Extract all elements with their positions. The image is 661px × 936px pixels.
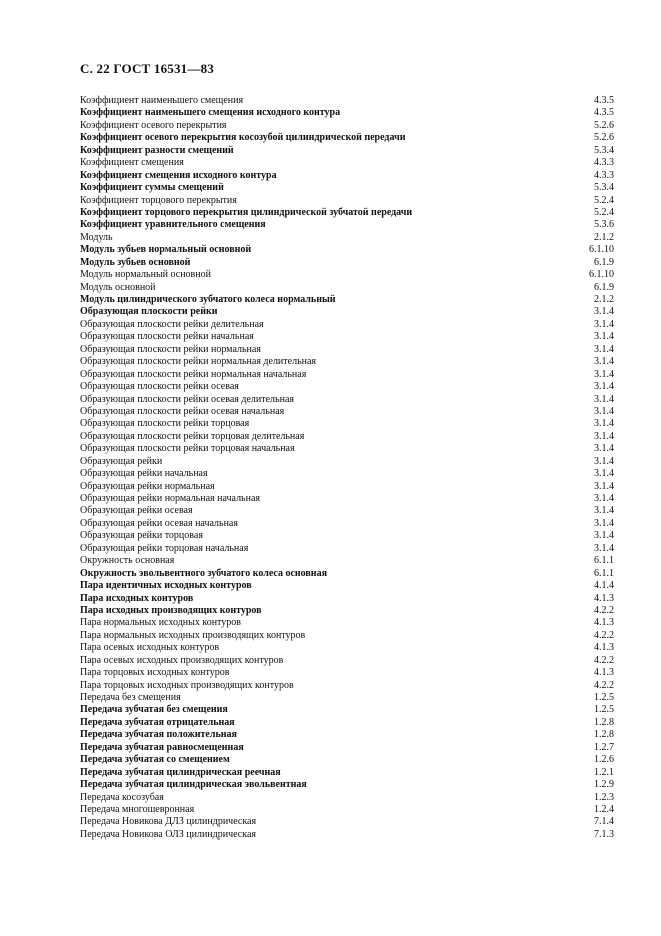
index-entry	[80, 829, 614, 841]
entry-term: Передача зубчатая цилиндрическая реечная	[80, 766, 281, 778]
entry-reference: 6.1.9	[594, 281, 614, 293]
entry-reference: 3.1.4	[594, 306, 614, 318]
index-entry	[80, 779, 614, 791]
entry-reference: 7.1.3	[594, 828, 614, 840]
entry-term: Образующая рейки начальная	[80, 468, 208, 480]
entry-term: Образующая плоскости рейки осевая	[80, 381, 239, 393]
entry-term: Пара торцовых исходных контуров	[80, 667, 230, 679]
index-entry	[80, 617, 614, 629]
index-entry	[80, 593, 614, 605]
entry-reference: 3.1.4	[594, 318, 614, 330]
entry-term: Модуль зубьев основной	[80, 256, 191, 268]
entry-reference: 3.1.4	[594, 381, 614, 393]
entry-reference: 5.3.6	[594, 219, 614, 231]
index-entry	[80, 244, 614, 256]
entry-reference: 1.2.8	[594, 716, 614, 728]
index-entry	[80, 356, 614, 368]
entry-reference: 1.2.8	[594, 729, 614, 741]
entry-term: Передача без смещения	[80, 692, 181, 703]
entry-reference: 1.2.9	[594, 779, 614, 791]
entry-term: Образующая плоскости рейки нормальная делительная	[80, 356, 317, 368]
entry-term: Коэффициент смещения	[80, 157, 184, 169]
entry-term: Коэффициент разности смещений	[80, 144, 234, 156]
entry-term: Коэффициент осевого перекрытия косозубой цилиндрической передачи	[80, 132, 406, 144]
index-entry	[80, 456, 614, 468]
entry-reference: 3.1.4	[594, 356, 614, 368]
index-entry	[80, 518, 614, 530]
entry-term: Образующая плоскости рейки осевая начальная	[80, 405, 285, 417]
entry-reference: 4.1.3	[594, 617, 614, 629]
index-entry	[80, 95, 614, 107]
entry-term: Образующая рейки осевая	[80, 505, 193, 517]
entry-reference: 3.1.4	[594, 405, 614, 417]
entry-reference: 4.3.3	[594, 157, 614, 169]
entry-term: Пара нормальных исходных производящих контуров	[80, 629, 306, 641]
entry-reference: 3.1.4	[594, 542, 614, 554]
entry-term: Передача зубчатая без смещения	[80, 704, 228, 716]
index-entry	[80, 667, 614, 679]
index-entry	[80, 804, 614, 816]
entry-term: Передача Новикова ОЛЗ цилиндрическая	[80, 828, 256, 840]
entry-reference: 3.1.4	[594, 493, 614, 504]
entry-term: Образующая рейки	[80, 455, 163, 467]
index-entry	[80, 269, 614, 281]
entry-reference: 4.1.4	[594, 580, 614, 592]
entry-term: Передача зубчатая положительная	[80, 729, 237, 741]
entry-term: Образующая рейки торцовая начальная	[80, 542, 249, 554]
entry-term: Образующая рейки нормальная начальная	[80, 493, 261, 504]
entry-reference: 1.2.5	[594, 692, 614, 703]
entry-reference: 5.2.6	[594, 119, 614, 131]
index-entry	[80, 306, 614, 318]
entry-reference: 1.2.1	[594, 766, 614, 778]
entry-term: Образующая плоскости рейки торцовая делительная	[80, 430, 305, 442]
index-entry	[80, 381, 614, 393]
index-entry	[80, 680, 614, 692]
entry-reference: 5.2.4	[594, 206, 614, 218]
entry-reference: 1.2.4	[594, 803, 614, 815]
index-entry	[80, 555, 614, 567]
entry-term: Коэффициент смещения исходного контура	[80, 169, 277, 181]
index-entry	[80, 157, 614, 169]
index-entry	[80, 642, 614, 654]
entry-reference: 4.3.3	[594, 169, 614, 181]
entry-term: Коэффициент наименьшего смещения исходного контура	[80, 107, 341, 119]
entry-term: Коэффициент уравнительного смещения	[80, 219, 266, 231]
index-entry	[80, 344, 614, 356]
entry-term: Образующая рейки нормальная	[80, 480, 215, 492]
index-entry	[80, 543, 614, 555]
index-entry	[80, 605, 614, 617]
entry-reference: 4.2.2	[594, 654, 614, 666]
index-entry	[80, 692, 614, 704]
entry-term: Образующая рейки торцовая	[80, 530, 203, 542]
entry-reference: 3.1.4	[594, 418, 614, 430]
index-entry	[80, 704, 614, 716]
index-entry	[80, 170, 614, 182]
index-entry	[80, 182, 614, 194]
entry-term: Коэффициент торцового перекрытия цилиндрической зубчатой передачи	[80, 206, 413, 218]
index-entry	[80, 232, 614, 244]
entry-term: Модуль основной	[80, 281, 156, 293]
index-entry	[80, 505, 614, 517]
entry-term: Передача зубчатая отрицательная	[80, 716, 235, 728]
entry-reference: 6.1.9	[594, 256, 614, 268]
entry-term: Коэффициент осевого перекрытия	[80, 119, 227, 131]
index-entry	[80, 282, 614, 294]
index-entry	[80, 717, 614, 729]
entry-term: Образующая плоскости рейки торцовая начальная	[80, 443, 295, 455]
entry-term: Образующая плоскости рейки нормальная	[80, 343, 261, 355]
entry-reference: 2.1.2	[594, 294, 614, 305]
entry-reference: 3.1.4	[594, 455, 614, 467]
index-entry	[80, 443, 614, 455]
entry-reference: 1.2.3	[594, 791, 614, 803]
index-entry	[80, 481, 614, 493]
entry-reference: 3.1.4	[594, 443, 614, 455]
index-entry	[80, 530, 614, 542]
index-entry	[80, 319, 614, 331]
entry-reference: 1.2.5	[594, 704, 614, 716]
entry-reference: 4.3.5	[594, 95, 614, 106]
index-entry	[80, 742, 614, 754]
entry-term: Образующая плоскости рейки торцовая	[80, 418, 250, 430]
entry-term: Передача косозубая	[80, 791, 164, 803]
entry-reference: 3.1.4	[594, 393, 614, 405]
term-index-list	[80, 95, 614, 841]
entry-reference: 4.2.2	[594, 629, 614, 641]
entry-reference: 3.1.4	[594, 331, 614, 343]
index-entry	[80, 207, 614, 219]
entry-reference: 4.1.3	[594, 592, 614, 604]
entry-term: Модуль зубьев нормальный основной	[80, 244, 252, 256]
index-entry	[80, 468, 614, 480]
entry-term: Образующая плоскости рейки осевая делительная	[80, 393, 294, 405]
entry-term: Окружность эвольвентного зубчатого колеса основная	[80, 567, 327, 579]
entry-term: Передача зубчатая цилиндрическая эвольвентная	[80, 779, 307, 791]
entry-reference: 4.2.2	[594, 604, 614, 616]
entry-term: Образующая рейки осевая начальная	[80, 517, 238, 529]
entry-term: Пара нормальных исходных контуров	[80, 617, 242, 629]
page-header: С. 22 ГОСТ 16531—83	[80, 61, 214, 76]
entry-term: Образующая плоскости рейки делительная	[80, 318, 264, 330]
entry-reference: 3.1.4	[594, 505, 614, 517]
index-entry	[80, 107, 614, 119]
entry-reference: 3.1.4	[594, 343, 614, 355]
index-entry	[80, 630, 614, 642]
index-entry	[80, 655, 614, 667]
index-entry	[80, 145, 614, 157]
entry-term: Пара исходных контуров	[80, 592, 194, 604]
entry-term: Коэффициент наименьшего смещения	[80, 95, 244, 106]
entry-term: Пара торцовых исходных производящих контуров	[80, 679, 294, 691]
entry-reference: 6.1.10	[589, 269, 614, 281]
entry-reference: 3.1.4	[594, 480, 614, 492]
entry-reference: 1.2.7	[594, 741, 614, 753]
index-entry	[80, 195, 614, 207]
index-entry	[80, 369, 614, 381]
index-entry	[80, 394, 614, 406]
entry-reference: 5.3.4	[594, 182, 614, 194]
entry-term: Пара осевых исходных контуров	[80, 642, 220, 654]
entry-reference: 5.3.4	[594, 144, 614, 156]
entry-reference: 4.1.3	[594, 667, 614, 679]
entry-reference: 5.2.4	[594, 194, 614, 206]
entry-reference: 6.1.1	[594, 555, 614, 567]
entry-term: Передача Новикова ДЛЗ цилиндрическая	[80, 816, 257, 828]
entry-reference: 4.1.3	[594, 642, 614, 654]
entry-term: Пара идентичных исходных контуров	[80, 580, 252, 592]
index-entry	[80, 219, 614, 231]
entry-term: Окружность основная	[80, 555, 175, 567]
index-entry	[80, 580, 614, 592]
entry-term: Образующая плоскости рейки начальная	[80, 331, 254, 343]
entry-term: Модуль цилиндрического зубчатого колеса нормальный	[80, 294, 336, 305]
entry-term: Образующая плоскости рейки нормальная начальная	[80, 368, 307, 380]
entry-term: Передача зубчатая со смещением	[80, 754, 230, 766]
entry-reference: 4.3.5	[594, 107, 614, 119]
entry-reference: 6.1.1	[594, 567, 614, 579]
index-entry	[80, 120, 614, 132]
entry-reference: 5.2.6	[594, 132, 614, 144]
entry-term: Передача многошевронная	[80, 803, 195, 815]
entry-reference: 3.1.4	[594, 517, 614, 529]
index-entry	[80, 767, 614, 779]
index-entry	[80, 493, 614, 505]
index-entry	[80, 792, 614, 804]
entry-reference: 2.1.2	[594, 231, 614, 243]
entry-reference: 4.2.2	[594, 679, 614, 691]
index-entry	[80, 406, 614, 418]
entry-term: Коэффициент торцового перекрытия	[80, 194, 237, 206]
entry-term: Пара исходных производящих контуров	[80, 604, 262, 616]
entry-reference: 3.1.4	[594, 468, 614, 480]
index-entry	[80, 431, 614, 443]
entry-term: Модуль	[80, 231, 113, 243]
entry-term: Модуль нормальный основной	[80, 269, 211, 281]
entry-reference: 3.1.4	[594, 430, 614, 442]
entry-term: Передача зубчатая равносмещенная	[80, 741, 244, 753]
entry-reference: 3.1.4	[594, 368, 614, 380]
entry-reference: 7.1.4	[594, 816, 614, 828]
index-entry	[80, 568, 614, 580]
index-entry	[80, 729, 614, 741]
entry-reference: 3.1.4	[594, 530, 614, 542]
index-entry	[80, 257, 614, 269]
index-entry	[80, 132, 614, 144]
entry-reference: 1.2.6	[594, 754, 614, 766]
index-entry	[80, 754, 614, 766]
index-entry	[80, 331, 614, 343]
index-entry	[80, 816, 614, 828]
entry-reference: 6.1.10	[589, 244, 614, 256]
entry-term: Коэффициент суммы смещений	[80, 182, 224, 194]
index-entry	[80, 418, 614, 430]
index-entry	[80, 294, 614, 306]
entry-term: Образующая плоскости рейки	[80, 306, 218, 318]
entry-term: Пара осевых исходных производящих контуров	[80, 654, 284, 666]
